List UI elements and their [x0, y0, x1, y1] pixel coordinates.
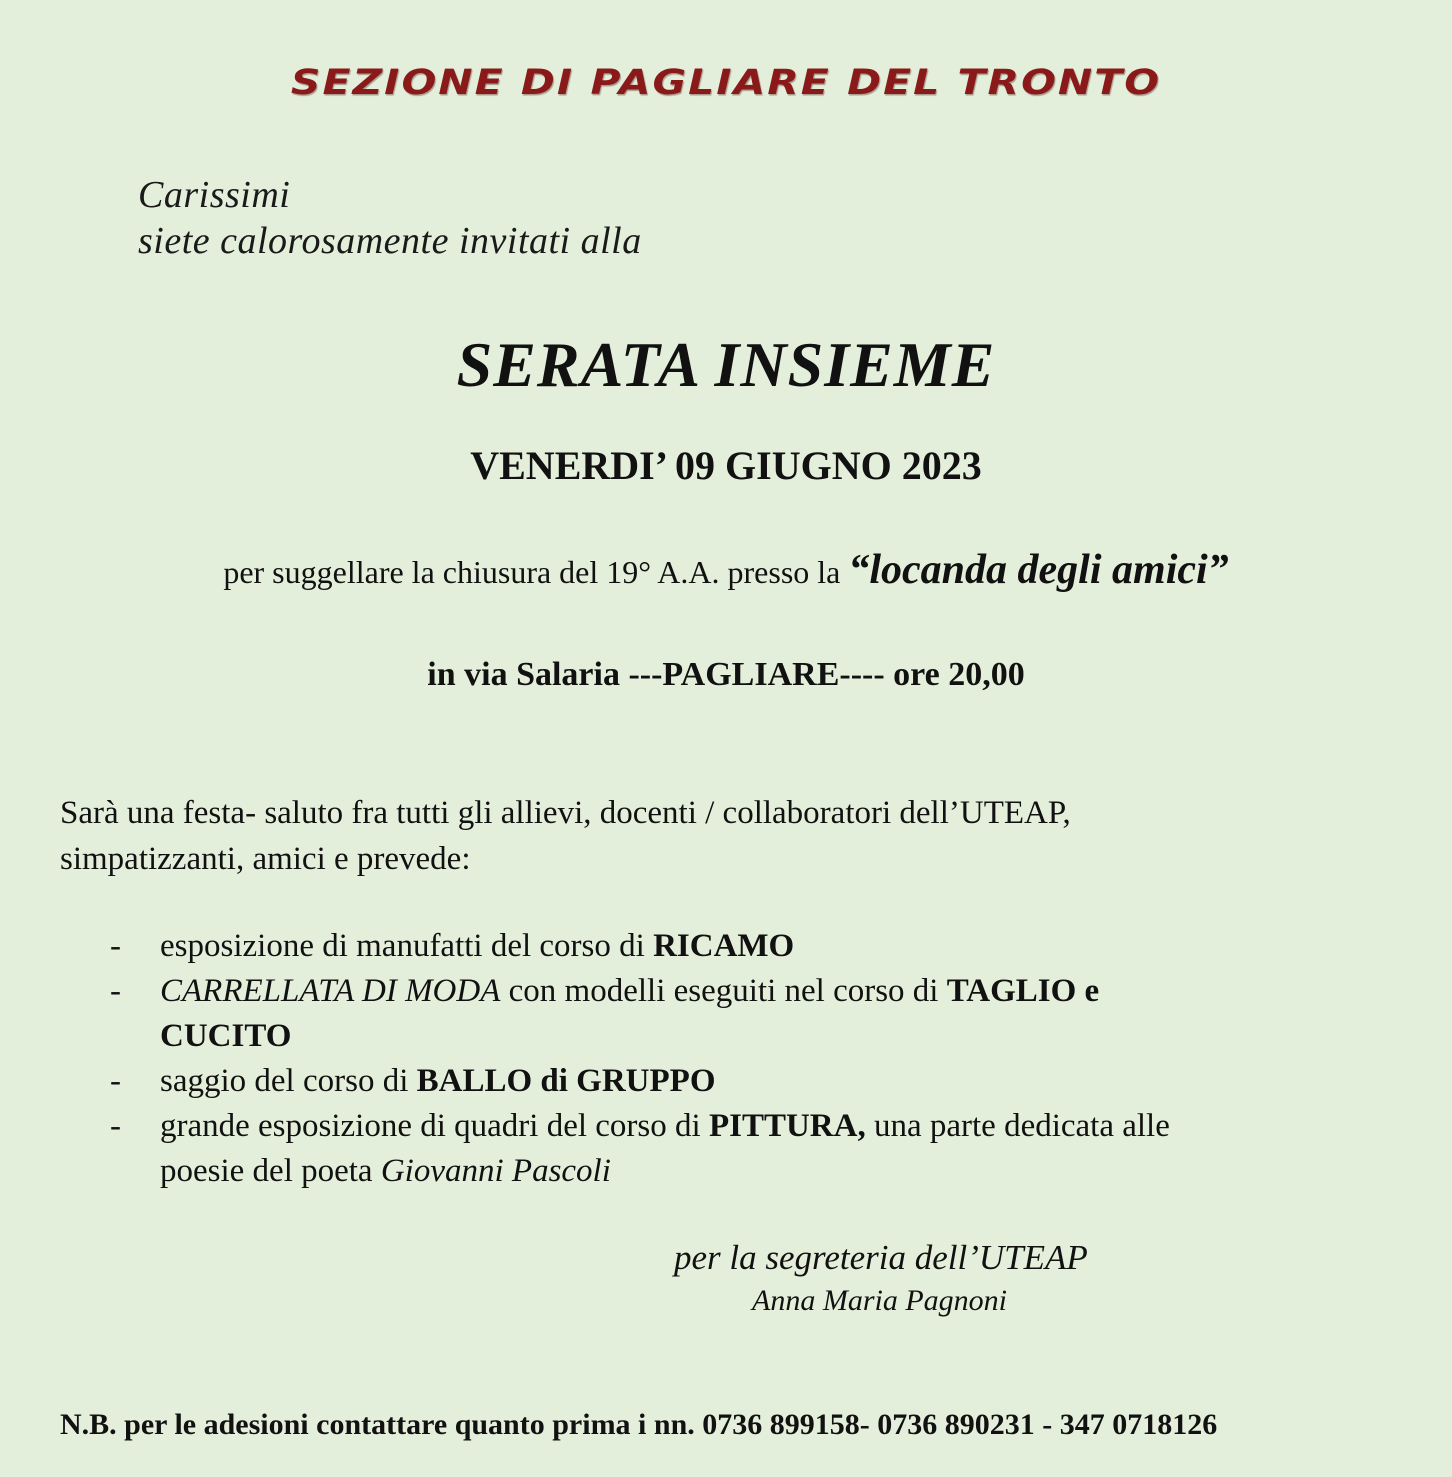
- course-name: PITTURA,: [708, 1108, 866, 1144]
- program-item-text: esposizione di manufatti del corso di: [160, 928, 654, 964]
- event-location-time: in via Salaria ---PAGLIARE---- ore 20,00: [427, 656, 1025, 693]
- program-item-text: saggio del corso di: [160, 1063, 417, 1099]
- course-name: BALLO di GRUPPO: [416, 1063, 716, 1099]
- course-name-continued: CUCITO: [160, 1018, 292, 1054]
- course-name: TAGLIO e: [946, 973, 1100, 1009]
- event-purpose: [0, 546, 1452, 594]
- list-bullet: -: [110, 1063, 121, 1099]
- intro-line-2: simpatizzanti, amici e prevede:: [60, 841, 471, 877]
- greeting-line-2: siete calorosamente invitati alla: [138, 220, 642, 262]
- footer-contact-note: N.B. per le adesioni contattare quanto prima i nn. 0736 899158- 0736 890231 - 347 0718126: [60, 1408, 1218, 1441]
- fashion-show-label: CARRELLATA DI MODA: [160, 973, 501, 1009]
- section-header-title: SEZIONE DI PAGLIARE DEL TRONTO: [290, 61, 1162, 103]
- list-bullet: -: [110, 1108, 121, 1144]
- program-item-fashion-show: [110, 969, 1410, 1059]
- event-title: SERATA INSIEME: [456, 329, 996, 400]
- greeting: [138, 172, 642, 264]
- intro-paragraph: [60, 790, 1071, 882]
- list-bullet: -: [110, 973, 121, 1009]
- program-list: [110, 924, 1410, 1194]
- event-date: VENERDI’ 09 GIUGNO 2023: [470, 443, 982, 488]
- event-venue-name: “locanda degli amici”: [848, 547, 1229, 593]
- greeting-line-1: Carissimi: [138, 174, 291, 216]
- program-item-text-line-2: poesie del poeta: [160, 1153, 381, 1189]
- program-item-embroidery: [110, 924, 1410, 969]
- program-item-text: grande esposizione di quadri del corso di: [160, 1108, 709, 1144]
- event-purpose-text: per suggellare la chiusura del 19° A.A. presso la: [223, 554, 849, 590]
- poet-name: Giovanni Pascoli: [380, 1153, 611, 1189]
- program-item-text: con modelli eseguiti nel corso di: [500, 973, 947, 1009]
- signature-name: Anna Maria Pagnoni: [752, 1284, 1007, 1317]
- intro-line-1: Sarà una festa- saluto fra tutti gli allievi, docenti / collaboratori dell’UTEAP,: [60, 795, 1071, 831]
- program-item-painting: [110, 1104, 1410, 1194]
- course-name: RICAMO: [653, 928, 795, 964]
- program-item-group-dance: [110, 1059, 1410, 1104]
- signature-role: per la segreteria dell’UTEAP: [674, 1238, 1088, 1277]
- program-item-text-continued: una parte dedicata alle: [865, 1108, 1170, 1144]
- list-bullet: -: [110, 928, 121, 964]
